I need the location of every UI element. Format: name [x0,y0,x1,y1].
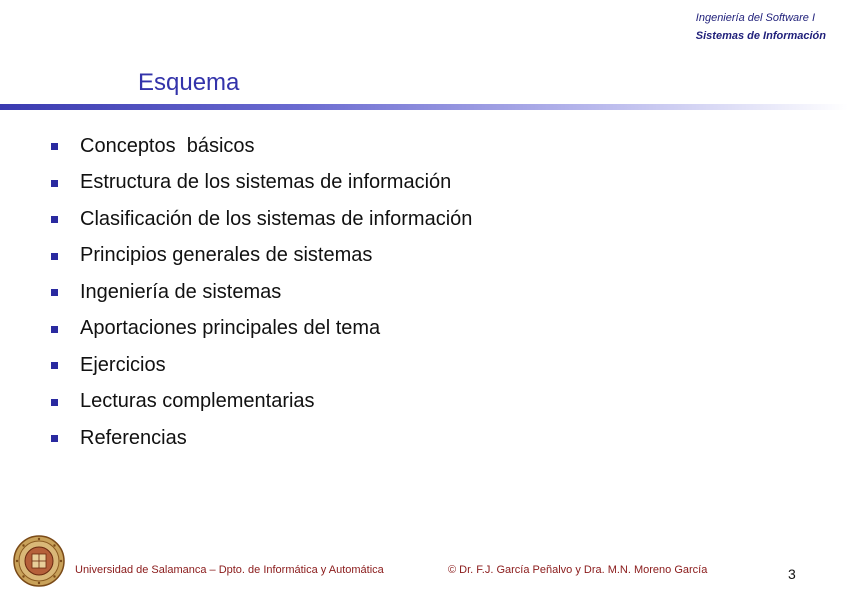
square-bullet-icon [51,362,58,369]
bullet-text: Conceptos básicos [80,134,255,157]
square-bullet-icon [51,180,58,187]
square-bullet-icon [51,289,58,296]
bullet-text: Estructura de los sistemas de información [80,171,452,194]
square-bullet-icon [51,326,58,333]
slide-title: Esquema [138,69,240,96]
square-bullet-icon [51,216,58,223]
bullet-text: Ejercicios [80,353,166,376]
bullet-text: Ingeniería de sistemas [80,280,282,303]
square-bullet-icon [51,399,58,406]
bullet-text: Referencias [80,426,187,449]
bullet-text: Principios generales de sistemas [80,244,373,267]
footer-institution: Universidad de Salamanca – Dpto. de Informática y Automática [75,564,384,576]
course-name: Ingeniería del Software I [695,12,816,24]
bullet-text: Aportaciones principales del tema [80,317,381,340]
bullet-text: Lecturas complementarias [80,390,315,413]
page-number: 3 [788,566,796,582]
footer-copyright: © Dr. F.J. García Peñalvo y Dra. M.N. Moreno García [448,564,708,576]
title-rule [0,104,848,110]
university-seal-icon [13,535,65,587]
subject-name: Sistemas de Información [695,30,826,42]
bullet-text: Clasificación de los sistemas de información [80,207,473,230]
header-course-info [696,9,826,45]
square-bullet-icon [51,143,58,150]
square-bullet-icon [51,253,58,260]
square-bullet-icon [51,435,58,442]
